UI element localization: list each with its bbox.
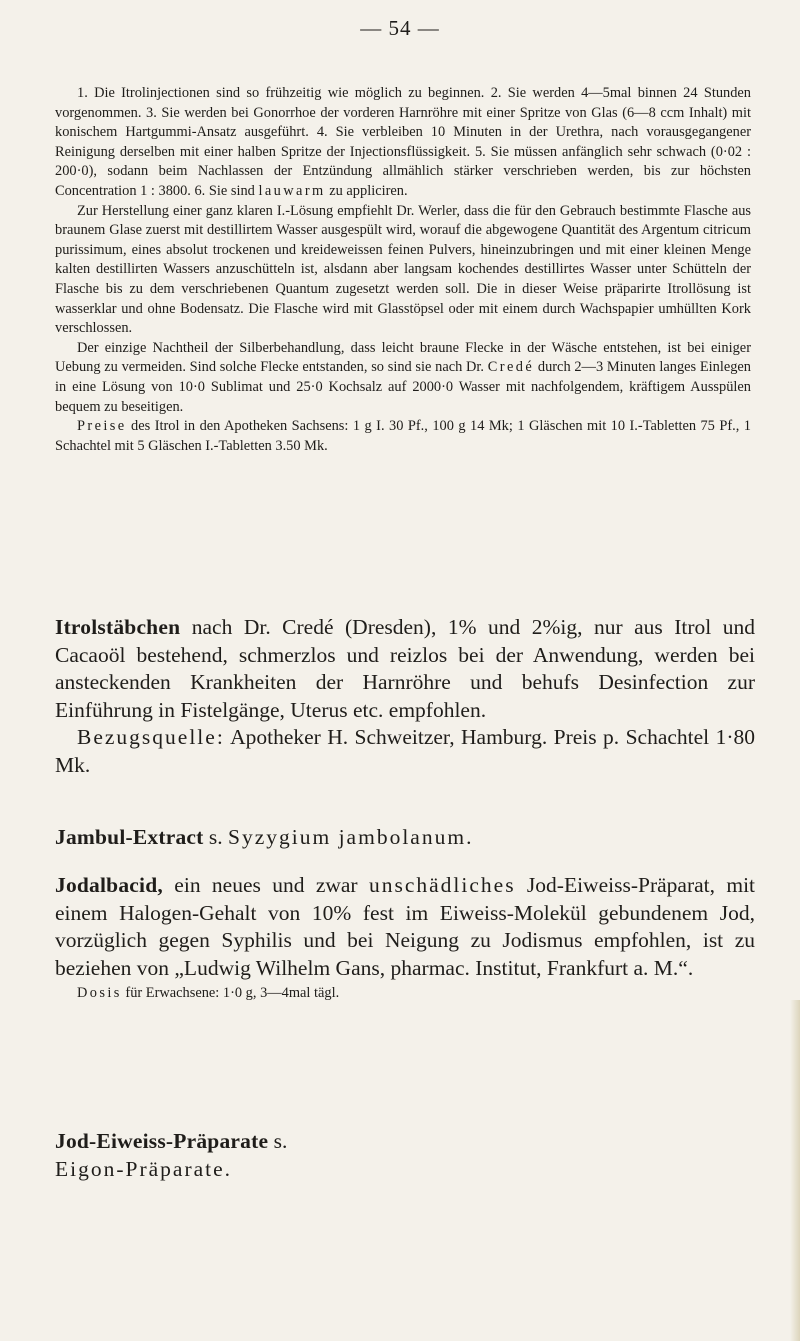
- itrol-entry-paragraph: [55, 614, 755, 724]
- entry-itrolstaebchen: [55, 614, 755, 780]
- entry-lemma: Jambul-Extract: [55, 825, 204, 849]
- entry-text-end: Jod-Eiweiss-Präparat, mit einem Halogen-Gehalt von 10% fest im Eiweiss-Molekül gebundenem Jod, vorzüglich gegen Syphilis und bei Neigung zu Jodismus empfohlen, ist zu beziehen von „Ludwig Wilhelm Gans, pharmac. Institut, Frankfurt a. M.“.: [55, 873, 756, 980]
- itrol-source-paragraph: [55, 724, 755, 779]
- entry-text: s.: [208, 825, 223, 849]
- entry-jambul-extract: [55, 824, 755, 852]
- spaced-word: lauwarm: [258, 182, 326, 199]
- entry-text: ein neues und zwar: [174, 873, 358, 897]
- instructions-text: 1. Die Itrolinjectionen sind so frühzeitig wie möglich zu beginnen. 2. Sie werden 4—5mal binnen 24 Stunden vorgenommen. 3. Sie werden bei Gonorrhoe der vorderen Harnröhre mit einer Spritze von Glas (6—8 ccm Inhalt) mit konischem Hartgummi-Ansatz ausgeführt. 4. Sie verbleiben 10 Minuten in der Urethra, nach vorausgegangener Reinigung derselben mit einer halben Spritze der Injectionsflüssigkeit. 5. Sie müssen anfänglich sehr schwach (0·02 : 200·0), sodann beim Nachlassen der Entzündung allmählich stärker verschrieben werden, bis zur höchsten Concentration 1 : 3800. 6. Sie sind: [55, 85, 751, 199]
- dosis-line: [55, 982, 755, 1004]
- cross-reference: Syzygium jambolanum.: [228, 825, 474, 849]
- entry-text: s.: [273, 1129, 288, 1153]
- emphasized-word: unschädliches: [368, 873, 516, 897]
- entry-lemma: Jodalbacid,: [55, 873, 163, 897]
- entry-text: nach Dr. Credé (Dresden), 1% und 2%ig, nur aus Itrol und Cacaoöl bestehend, schmerzlos und reizlos bei der Anwendung, werden bei ansteckenden Krankheiten der Harnröhre und behufs Desinfection zur Einführung in Fistelgänge, Uterus etc. empfohlen.: [55, 615, 756, 722]
- instructions-paragraph: [55, 84, 751, 202]
- jambul-entry-paragraph: [55, 824, 755, 852]
- stain-removal-paragraph: [55, 339, 751, 417]
- entry-lemma: Itrolstäbchen: [55, 615, 181, 639]
- source-text: Apotheker H. Schweitzer, Hamburg. Preis p. Schachtel 1·80 Mk.: [55, 725, 755, 777]
- cross-reference: Eigon-Präparate.: [55, 1156, 233, 1181]
- source-label: Bezugsquelle:: [77, 725, 225, 750]
- jodeiweiss-entry-paragraph: [55, 1128, 755, 1183]
- page-number: — 54 —: [360, 16, 440, 40]
- prices-paragraph: [55, 417, 751, 456]
- dosis-text: für Erwachsene: 1·0 g, 3—4mal tägl.: [125, 985, 340, 1002]
- prices-text: des Itrol in den Apotheken Sachsens: 1 g I. 30 Pf., 100 g 14 Mk; 1 Gläschen mit 10 I.-Tabletten 75 Pf., 1 Schachtel mit 5 Gläschen I.-Tabletten 3.50 Mk.: [55, 418, 751, 454]
- entry-lemma: Jod-Eiweiss-Präparate: [55, 1129, 269, 1153]
- entry-jodalbacid: [55, 872, 755, 1004]
- jodalbacid-entry-paragraph: [55, 872, 755, 982]
- preparation-paragraph: Zur Herstellung einer ganz klaren I.-Lösung empfiehlt Dr. Werler, dass die für den Gebrauch bestimmte Flasche aus braunem Glase zuerst mit destillirtem Wasser ausgespült wird, worauf die abgewogene Quantität des Argentum citricum purissimum, eines absolut trockenen und kreideweissen feinen Pulvers, hineinzubringen und mit einer kleinen Menge kalten destillirten Wassers anzuschütteln ist, alsdann aber langsam kochendes destillirtes Wasser unter Schütteln der Flasche bis zu dem verschriebenen Quantum zugesetzt werden soll. Die in dieser Weise präparirte Itrollösung ist wasserklar und ohne Bodensatz. Die Flasche wird mit Glasstöpsel oder mit einem durch Wachspapier umhüllten Kork verschlossen.: [55, 202, 751, 337]
- stain-text-end: durch 2—3 Minuten langes Einlegen in eine Lösung von 10·0 Sublimat und 25·0 Kochsalz auf 2000·0 Wasser mit nachfolgendem, kräftigem Ausspülen bequem zu beseitigen.: [55, 359, 751, 415]
- instructions-text-end: zu appliciren.: [329, 182, 408, 199]
- author-name: Credé: [487, 359, 535, 376]
- scan-edge-shadow: [790, 1000, 800, 1341]
- itrol-injection-notes: [55, 84, 751, 456]
- stain-text: Der einzige Nachtheil der Silberbehandlung, dass leicht braune Flecke in der Wäsche entstehen, ist bei einiger Uebung zu vermeiden. Sind solche Flecke entstanden, so sind sie nach Dr.: [55, 339, 751, 376]
- dosis-label: Dosis: [77, 985, 122, 1002]
- entry-jod-eiweiss-praeparate: [55, 1128, 755, 1183]
- prices-label: Preise: [77, 418, 127, 435]
